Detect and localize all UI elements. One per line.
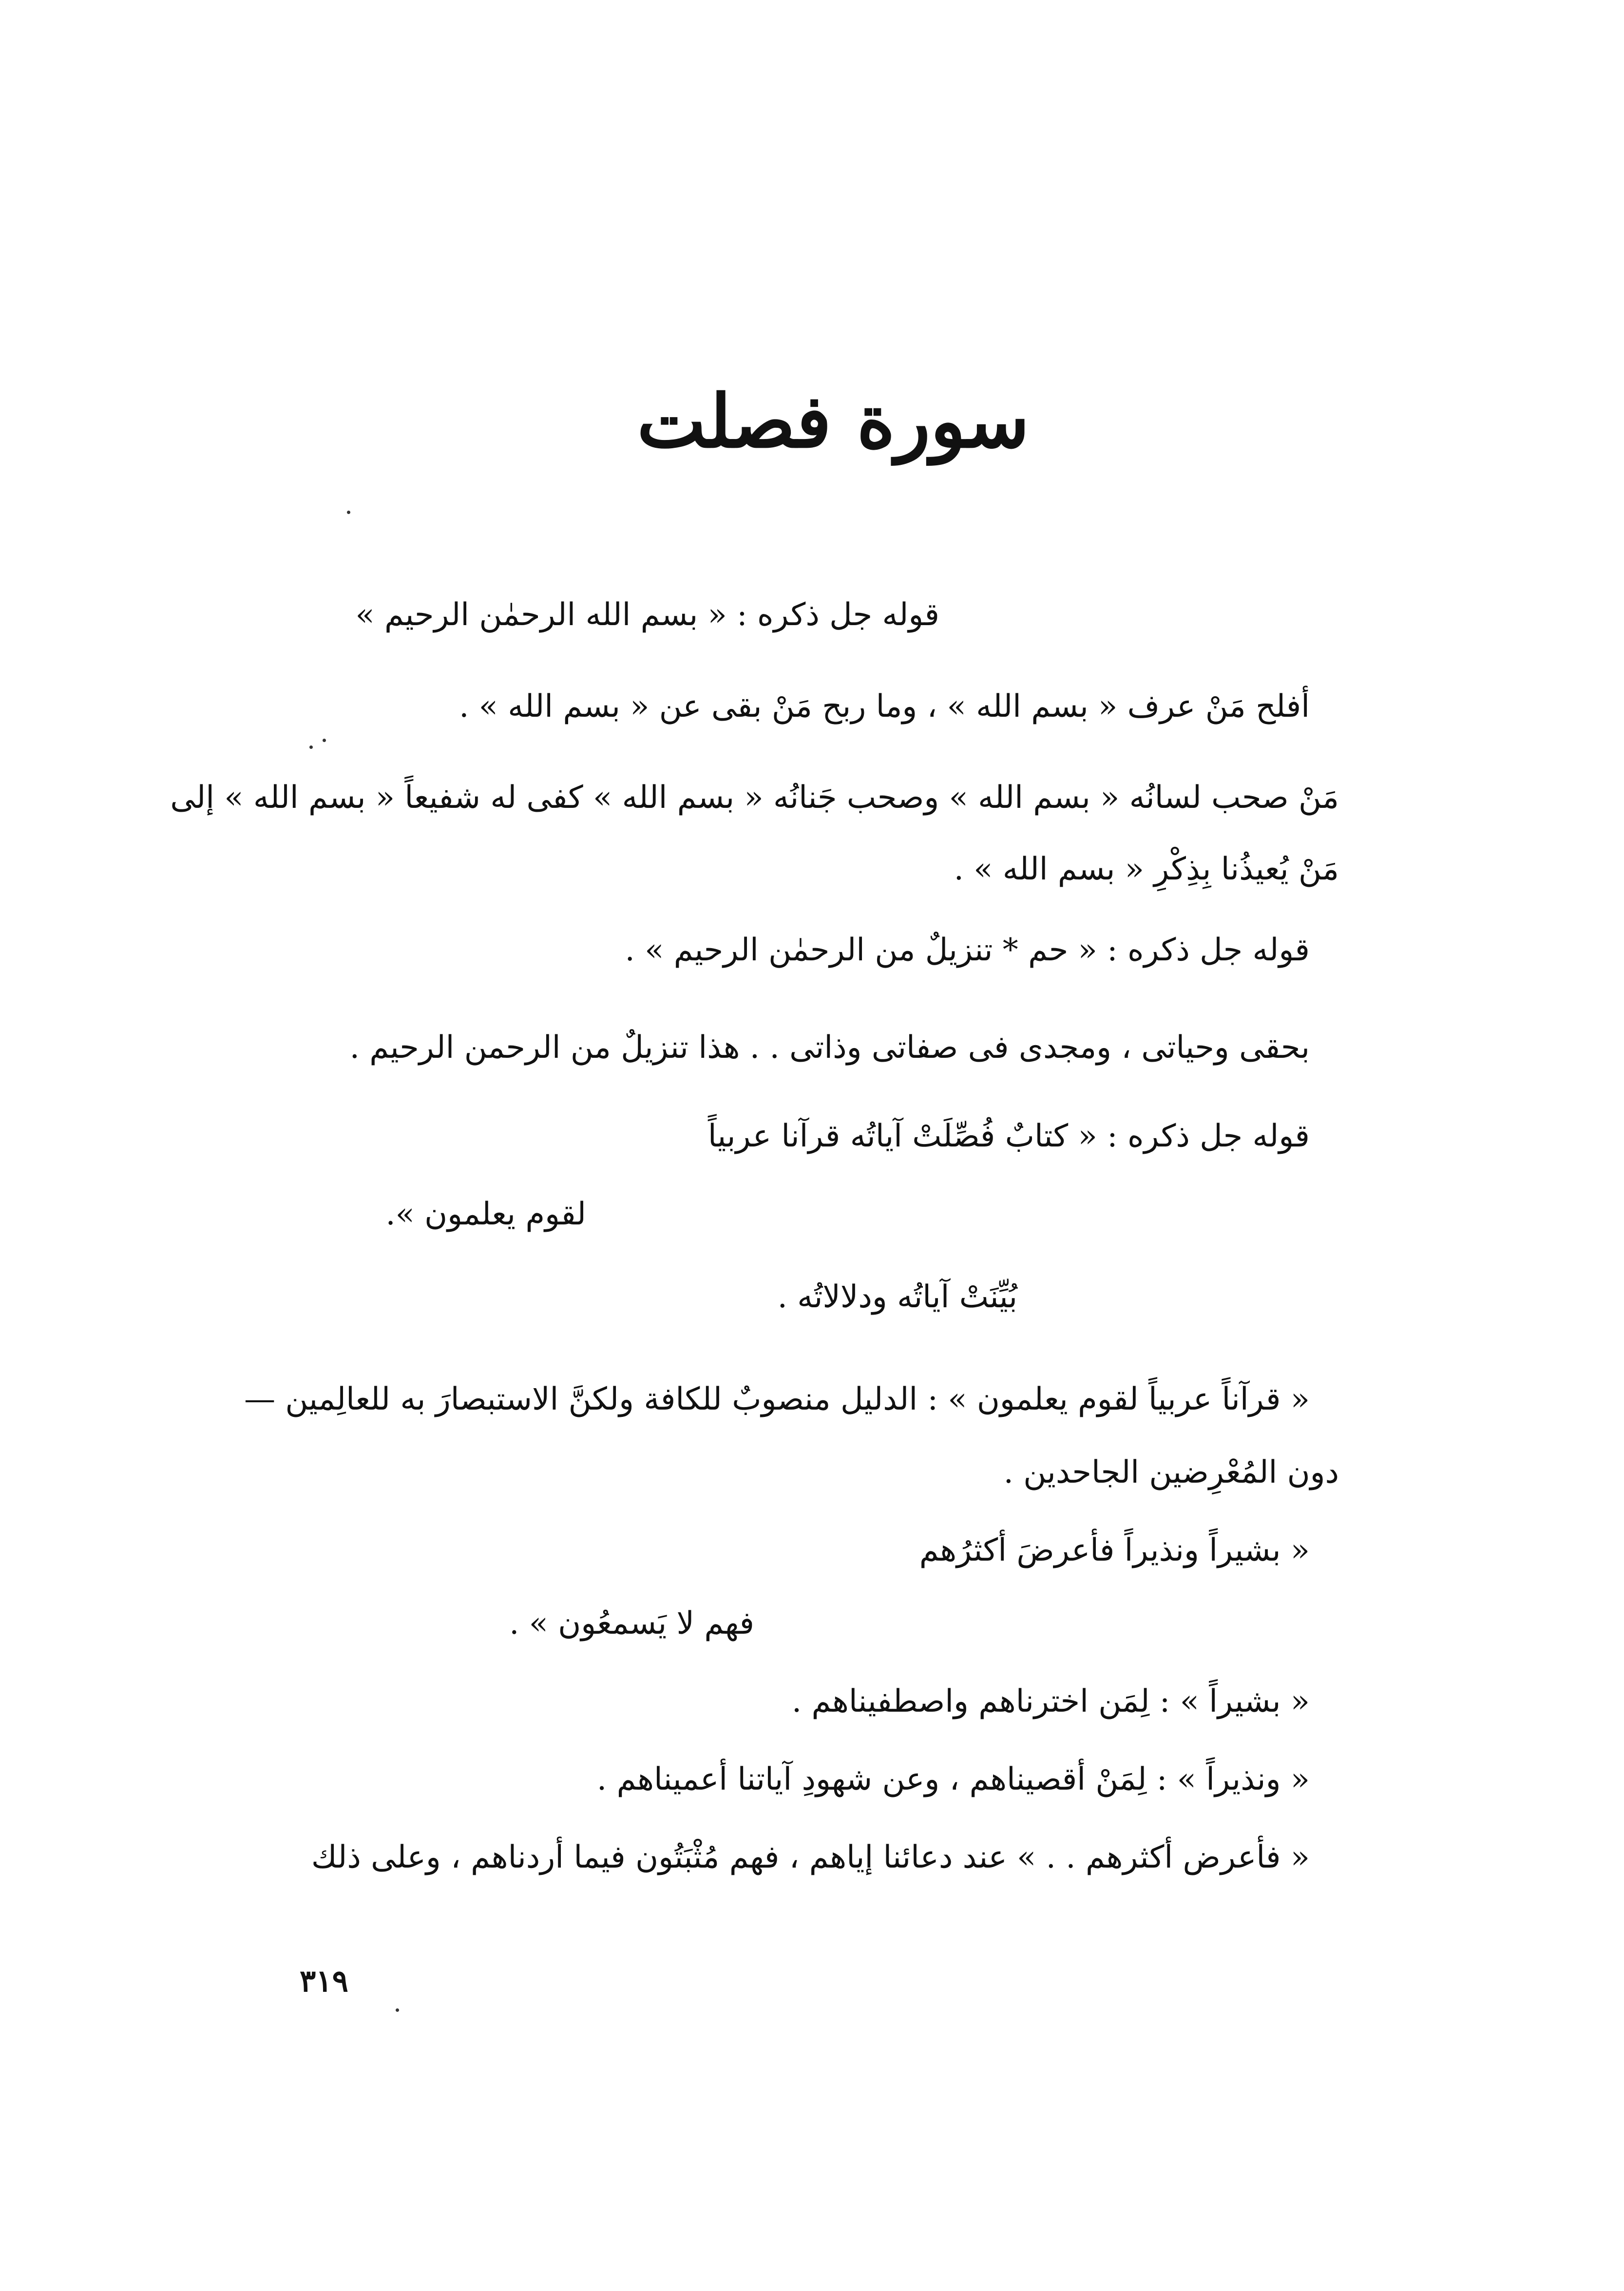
- paragraph-line: مَنْ صحب لسانُه « بسم الله » وصحب جَنانُه « بسم الله » كفى له شفيعاً « بسم الله » إلى: [170, 780, 1339, 816]
- paragraph-line: « قرآناً عربياً لقوم يعلمون » : الدليل منصوبٌ للكافة ولكنَّ الاستبصارَ به للعالِمين —: [244, 1381, 1310, 1417]
- heading-ha-mim: قوله جل ذكره : « حم * تنزيلٌ من الرحمٰن الرحيم » .: [625, 932, 1310, 968]
- heading-basmala: قوله جل ذكره : « بسم الله الرحمٰن الرحيم »: [355, 597, 939, 633]
- heading-bashiran-continuation: فهم لا يَسمعُون » .: [509, 1605, 754, 1642]
- scan-speck: [309, 745, 313, 749]
- surah-title: سورة فصلت: [637, 379, 1030, 464]
- paragraph-line: دون المُعْرِضين الجاحدين .: [1003, 1454, 1339, 1490]
- paragraph-line: بُيِّنَتْ آياتُه ودلالاتُه .: [777, 1279, 1017, 1315]
- paragraph-line: « فأعرض أكثرهم . . » عند دعائنا إياهم ، فهم مُثْبَتُون فيما أردناهم ، وعلى ذلك: [311, 1839, 1310, 1875]
- heading-kitab: قوله جل ذكره : « كتابٌ فُصِّلَتْ آياتُه قرآنا عربياً: [707, 1118, 1310, 1154]
- heading-bashiran: « بشيراً ونذيراً فأعرضَ أكثرُهم: [919, 1532, 1310, 1568]
- paragraph-line: مَنْ يُعيذُنا بِذِكْرِ « بسم الله » .: [954, 851, 1339, 887]
- paragraph-line: بحقى وحياتى ، ومجدى فى صفاتى وذاتى . . هذا تنزيلٌ من الرحمن الرحيم .: [349, 1030, 1310, 1066]
- scan-speck: [347, 511, 350, 514]
- page-number: ٣١٩: [300, 1963, 348, 1999]
- paragraph-line: « بشيراً » : لِمَن اخترناهم واصطفيناهم .: [791, 1683, 1310, 1719]
- scan-speck: [396, 2008, 399, 2012]
- heading-kitab-continuation: لقوم يعلمون ».: [385, 1196, 586, 1232]
- paragraph-line: أفلح مَنْ عرف « بسم الله » ، وما ربح مَنْ بقى عن « بسم الله » .: [459, 688, 1310, 725]
- scan-speck: [323, 739, 326, 742]
- paragraph-line: « ونذيراً » : لِمَنْ أقصيناهم ، وعن شهودِ آياتنا أعميناهم .: [596, 1761, 1310, 1797]
